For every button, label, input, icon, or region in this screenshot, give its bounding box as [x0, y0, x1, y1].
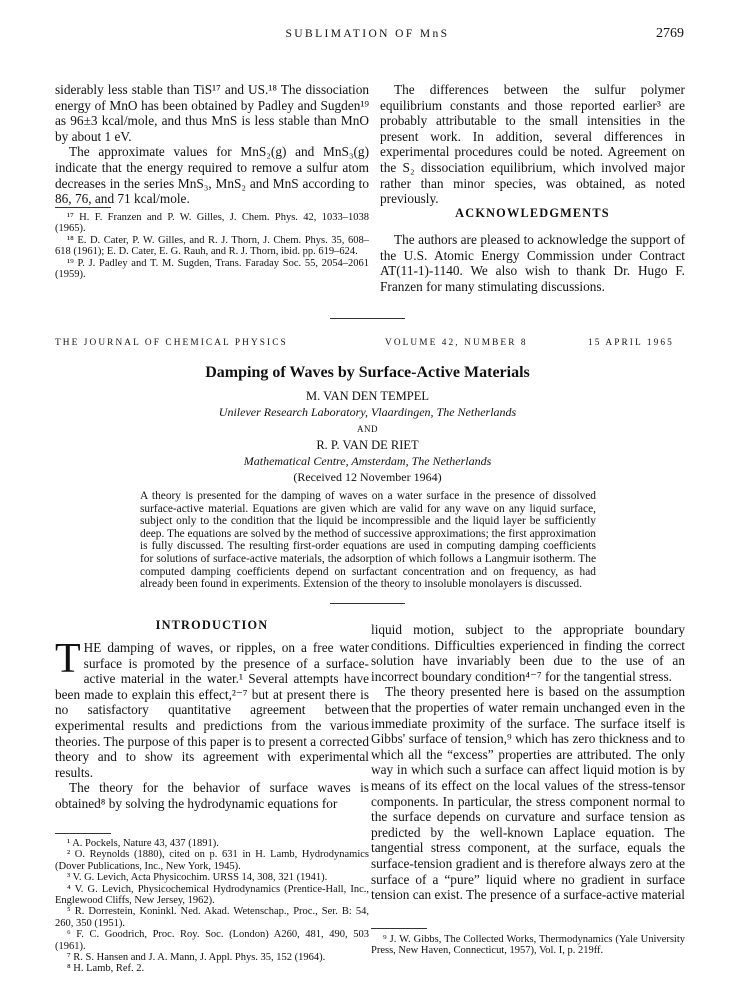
received-date: (Received 12 November 1964)	[293, 470, 442, 484]
intro-left-column	[55, 636, 369, 812]
prev-left-paragraph-1: siderably less stable than TiS¹⁷ and US.¹⁸ The dissociation energy of MnO has been obtained by Padley and Sugden¹⁹ as 96±3 kcal/mole, and thus MnS is less stable than MnO by about 1 eV.	[55, 82, 369, 144]
footnote-18: ¹⁸ E. D. Cater, P. W. Gilles, and R. J. Thorn, J. Chem. Phys. 35, 608–618 (1961); E. D. Cater, E. G. Rauh, and R. J. Thorn, ibid. pp. 619–624.	[55, 234, 369, 258]
intro-paragraph-2: The theory for the behavior of surface waves is obtained⁸ by solving the hydrodynamic equations for	[55, 780, 369, 811]
author-1: M. VAN DEN TEMPEL	[306, 389, 429, 403]
affiliation-1: Unilever Research Laboratory, Vlaardingen, The Netherlands	[218, 405, 517, 419]
abstract: A theory is presented for the damping of waves on a water surface in the presence of dissolved surface-active material. Equations are given which are valid for any wave on any liquid surface, subject only to the condition that the liquid be incompressible and the liquid layer be sufficiently deep. The equations are solved by the method of successive approximations; the first approximation is fully discussed. The resulting first-order equations are used in computing damping coefficients for solutions of surface-active materials, the adsorption of which follows a Langmuir isotherm. The computed damping coefficients depend on surfactant concentration and on frequency, as had already been found in experiments. Extension of the theory to insoluble monolayers is discussed.	[140, 490, 596, 591]
right-footnote	[371, 934, 685, 957]
journal-date: 15 APRIL 1965	[588, 338, 674, 348]
author-2: R. P. VAN DE RIET	[316, 438, 419, 452]
intro-right-paragraph-1: liquid motion, subject to the appropriate boundary conditions. Difficulties experienced in finding the correct solution have invariably been due to the use of an incorrect boundary condition⁴⁻⁷ for the tangential stress.	[371, 622, 685, 684]
acknowledgments-text-block	[380, 232, 685, 294]
footnote-rule	[55, 207, 111, 208]
footnote-6: ⁶ F. C. Goodrich, Proc. Roy. Soc. (London) A260, 481, 490, 503 (1961).	[55, 929, 369, 952]
abstract-rule	[330, 603, 405, 604]
article-separator	[330, 318, 405, 319]
intro-right-column	[371, 622, 685, 903]
footnote-8: ⁸ H. Lamb, Ref. 2.	[67, 963, 145, 975]
drop-cap: T	[55, 636, 81, 682]
journal-name: THE JOURNAL OF CHEMICAL PHYSICS	[55, 338, 288, 348]
footnote-19: ¹⁹ P. J. Padley and T. M. Sugden, Trans. Faraday Soc. 55, 2054–2061 (1959).	[55, 257, 369, 281]
page-number: 2769	[656, 26, 684, 41]
footnote-9: ⁹ J. W. Gibbs, The Collected Works, Thermodynamics (Yale University Press, New Haven, Connecticut, 1957), Vol. I, p. 219ff.	[371, 934, 685, 957]
prev-left-footnotes	[55, 212, 369, 280]
affiliation-2: Mathematical Centre, Amsterdam, The Netherlands	[243, 454, 492, 468]
footnote-2: ² O. Reynolds (1880), cited on p. 631 in H. Lamb, Hydrodynamics (Dover Publications, Inc., New York, 1945).	[55, 849, 369, 872]
prev-right-column	[380, 82, 685, 207]
footnote-3: ³ V. G. Levich, Acta Physicochim. URSS 14, 308, 321 (1941).	[67, 872, 328, 884]
prev-left-column	[55, 82, 369, 207]
footnote-5: ⁵ R. Dorrestein, Koninkl. Ned. Akad. Wetenschap., Proc., Ser. B: 54, 260, 350 (1951).	[55, 906, 369, 929]
authors-and: AND	[357, 424, 378, 434]
introduction-heading: INTRODUCTION	[155, 618, 269, 632]
intro-footnote-rule	[55, 833, 111, 834]
acknowledgments-heading: ACKNOWLEDGMENTS	[455, 206, 610, 220]
footnote-4: ⁴ V. G. Levich, Physicochemical Hydrodynamics (Prentice-Hall, Inc., Englewood Cliffs, New Jersey, 1962).	[55, 883, 369, 907]
footnote-17: ¹⁷ H. F. Franzen and P. W. Gilles, J. Chem. Phys. 42, 1033–1038 (1965).	[55, 212, 369, 235]
footnote-7: ⁷ R. S. Hansen and J. A. Mann, J. Appl. Phys. 35, 152 (1964).	[67, 952, 326, 964]
prev-left-paragraph-2: The approximate values for MnS₂(g) and MnS₃(g) indicate that the energy required to remove a sulfur atom decreases in the series MnS₃, MnS₂ and MnS according to 86, 76, and 71 kcal/mole.	[55, 144, 369, 207]
journal-volume: VOLUME 42, NUMBER 8	[385, 338, 528, 348]
article-title: Damping of Waves by Surface-Active Materials	[205, 364, 530, 381]
prev-right-paragraph: The differences between the sulfur polymer equilibrium constants and those reported earlier³ are probably attributable to the small intensities in the present work. In addition, several differences in experimental procedures could be noted. Agreement on the S₂ dissociation equilibrium, which involved major rather than minor species, was obtained, as noted previously.	[380, 82, 685, 207]
intro-paragraph-1-text: HE damping of waves, or ripples, on a free water surface is promoted by the presence of a surface-active material in the water.¹ Several attempts have been made to explain this effect,²⁻⁷ but at present there is no satisfactory quantitative agreement between experimental results and predictions from the various theories. The purpose of this paper is to present a corrected theory and to show its agreement with experimental results.	[55, 640, 369, 780]
intro-paragraph-1	[55, 636, 369, 780]
footnote-1: ¹ A. Pockels, Nature 43, 437 (1891).	[67, 838, 219, 849]
intro-right-paragraph-2: The theory presented here is based on the assumption that the properties of water remain unchanged even in the immediate proximity of the surface. The surface itself is Gibbs' surface of tension,⁹ which has zero thickness and to which all the “excess” properties are attributed. The only way in which such a surface can affect liquid motion is by means of its effect on the local values of the stress-tensor components. In particular, the stress component normal to the surface depends on curvature and surface tension as predicted by the well-known Laplace equation. The tangential stress component, at the surface, equals the surface-tension gradient and is therefore always zero at the surface of a “pure” liquid where no gradient in surface tension can exist. The presence of a surface-active material	[371, 684, 685, 903]
acknowledgments-text: The authors are pleased to acknowledge the support of the U.S. Atomic Energy Commission under Contract AT(11-1)-1140. We also wish to thank Dr. Hugo F. Franzen for many stimulating discussions.	[380, 232, 685, 294]
intro-footnotes	[55, 838, 369, 975]
running-head-title: SUBLIMATION OF MnS	[285, 28, 450, 40]
right-footnote-rule	[371, 928, 427, 929]
